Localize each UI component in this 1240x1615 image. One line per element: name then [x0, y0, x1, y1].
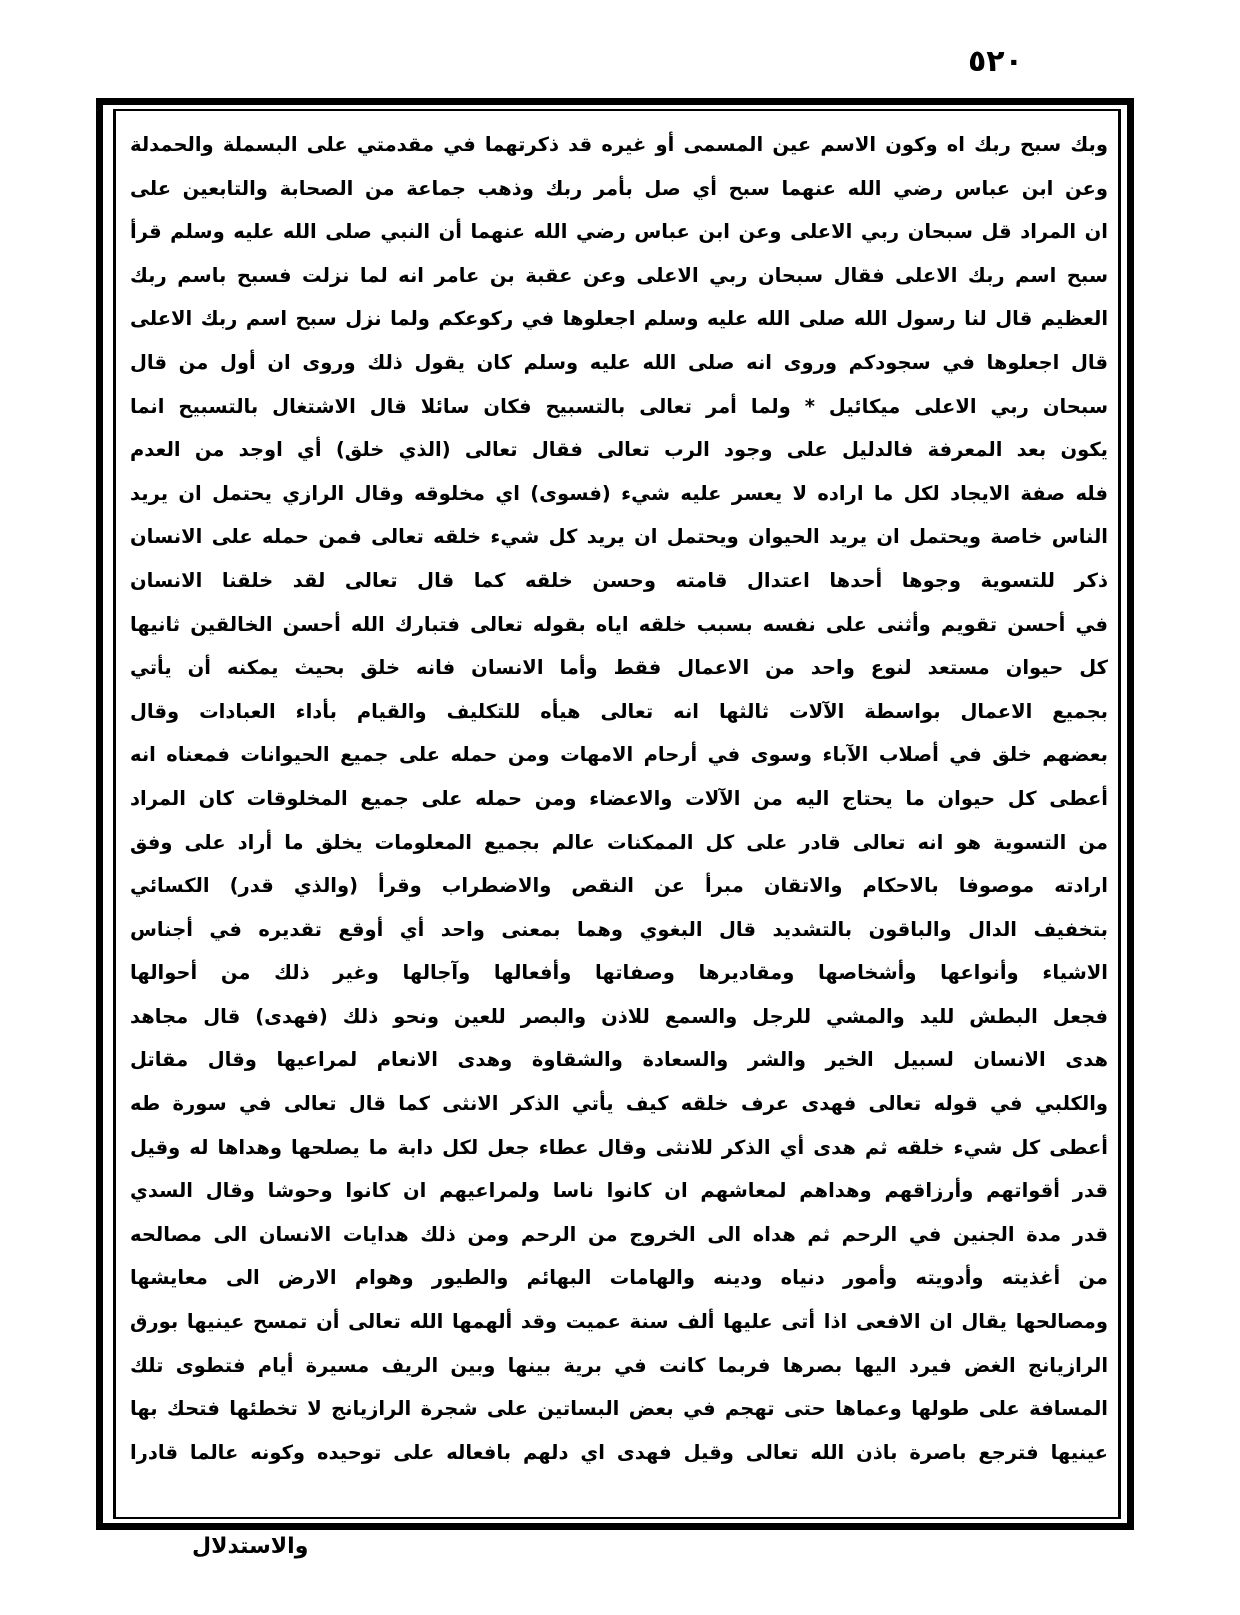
- text-line: عينيها فترجع باصرة باذن الله تعالى وقيل فهدى اي دلهم بافعاله على توحيده وكونه عالما قادرا: [130, 1440, 1108, 1464]
- text-line: الاشياء وأنواعها وأشخاصها ومقاديرها وصفاتها وأفعالها وآجالها وغير ذلك من أحوالها: [130, 961, 1108, 985]
- text-line: من التسوية هو انه تعالى قادر على كل الممكنات عالم بجميع المعلومات يخلق ما أراد على وفق: [130, 830, 1108, 854]
- text-line: والكلبي في قوله تعالى فهدى عرف خلقه كيف يأتي الذكر الانثى كما قال تعالى في سورة طه: [130, 1092, 1108, 1116]
- catchword: والاستدلال: [192, 1534, 309, 1559]
- text-line: قال اجعلوها في سجودكم وروى انه صلى الله عليه وسلم كان يقول ذلك وروى ان أول من قال: [130, 350, 1108, 374]
- text-line: قدر مدة الجنين في الرحم ثم هداه الى الخروج من الرحم ومن ذلك هدايات الانسان الى مصالحه: [130, 1222, 1108, 1246]
- text-line: من أغذيته وأدويته وأمور دنياه ودينه والهامات البهائم والطيور وهوام الارض الى معايشها: [130, 1266, 1108, 1290]
- text-line: الرازيانج الغض فيرد اليها بصرها فربما كانت في برية بينها وبين الريف مسيرة أيام فتطوى تلك: [130, 1353, 1108, 1377]
- text-line: ومصالحها يقال ان الافعى اذا أتى عليها ألف سنة عميت وقد ألهمها الله تعالى أن تمسح عينيها بورق: [130, 1310, 1108, 1334]
- text-line: فجعل البطش لليد والمشي للرجل والسمع للاذن والبصر للعين ونحو ذلك (فهدى) قال مجاهد: [130, 1004, 1108, 1028]
- text-line: بجميع الاعمال بواسطة الآلات ثالثها انه تعالى هيأه للتكليف والقيام بأداء العبادات وقال: [130, 699, 1108, 723]
- text-line: سبحان ربي الاعلى ميكائيل * ولما أمر تعالى بالتسبيح فكان سائلا قال الاشتغال بالتسبيح انما: [130, 394, 1108, 418]
- text-line: فله صفة الايجاد لكل ما اراده لا يعسر عليه شيء (فسوى) اي مخلوقه وقال الرازي يحتمل ان يريد: [130, 481, 1108, 505]
- text-line: وبك سبح ربك اه وكون الاسم عين المسمى أو غيره قد ذكرتهما في مقدمتي على البسملة والحمدلة: [130, 133, 1108, 156]
- text-line: وعن ابن عباس رضي الله عنهما سبح أي صل بأمر ربك وذهب جماعة من الصحابة والتابعين على: [130, 176, 1108, 200]
- text-frame: [113, 109, 1121, 1519]
- text-line: بعضهم خلق في أصلاب الآباء وسوى في أرحام الامهات ومن حمله على جميع الحيوانات فمعناه انه: [130, 743, 1108, 767]
- text-line: ذكر للتسوية وجوها أحدها اعتدال قامته وحسن خلقه كما قال تعالى لقد خلقنا الانسان: [130, 568, 1108, 592]
- text-line: المسافة على طولها وعماها حتى تهجم في بعض البساتين على شجرة الرازيانج لا تخطئها فتحك بها: [130, 1397, 1108, 1421]
- text-body: [130, 123, 1108, 1474]
- text-line: الناس خاصة ويحتمل ان يريد الحيوان ويحتمل ان يريد كل شيء خلقه تعالى فمن حمله على الانسان: [130, 525, 1108, 549]
- page-number: ٥٢٠: [968, 44, 1023, 79]
- text-line: قدر أقواتهم وأرزاقهم وهداهم لمعاشهم ان كانوا ناسا ولمراعيهم ان كانوا وحوشا وقال السدي: [130, 1179, 1108, 1203]
- text-line: كل حيوان مستعد لنوع واحد من الاعمال فقط وأما الانسان فانه خلق بحيث يمكنه أن يأتي: [130, 656, 1108, 680]
- text-line: سبح اسم ربك الاعلى فقال سبحان ربي الاعلى وعن عقبة بن عامر انه لما نزلت فسبح باسم ربك: [130, 263, 1108, 287]
- text-line: أعطى كل حيوان ما يحتاج اليه من الآلات والاعضاء ومن حمله على جميع المخلوقات كان المراد: [130, 786, 1108, 810]
- text-line: أعطى كل شيء خلقه ثم هدى أي الذكر للانثى وقال عطاء جعل لكل دابة ما يصلحها وهداها له وقيل: [130, 1135, 1108, 1159]
- text-line: بتخفيف الدال والباقون بالتشديد قال البغوي وهما بمعنى واحد أي أوقع تقديره في أجناس: [130, 917, 1108, 941]
- text-line: العظيم قال لنا رسول الله صلى الله عليه وسلم اجعلوها في ركوعكم ولما نزل سبح اسم ربك الاعلى: [130, 307, 1108, 331]
- text-line: هدى الانسان لسبيل الخير والشر والسعادة والشقاوة وهدى الانعام لمراعيها وقال مقاتل: [130, 1048, 1108, 1072]
- text-line: ان المراد قل سبحان ربي الاعلى وعن ابن عباس رضي الله عنهما أن النبي صلى الله عليه وسلم قرأ: [130, 220, 1108, 244]
- text-line: في أحسن تقويم وأثنى على نفسه بسبب خلقه اياه بقوله تعالى فتبارك الله أحسن الخالقين ثانيها: [130, 612, 1108, 636]
- page-border: [96, 98, 1134, 1530]
- text-line: ارادته موصوفا بالاحكام والاتقان مبرأ عن النقص والاضطراب وقرأ (والذي قدر) الكسائي: [130, 874, 1108, 898]
- text-line: يكون بعد المعرفة فالدليل على وجود الرب تعالى فقال تعالى (الذي خلق) أي اوجد من العدم: [130, 438, 1108, 462]
